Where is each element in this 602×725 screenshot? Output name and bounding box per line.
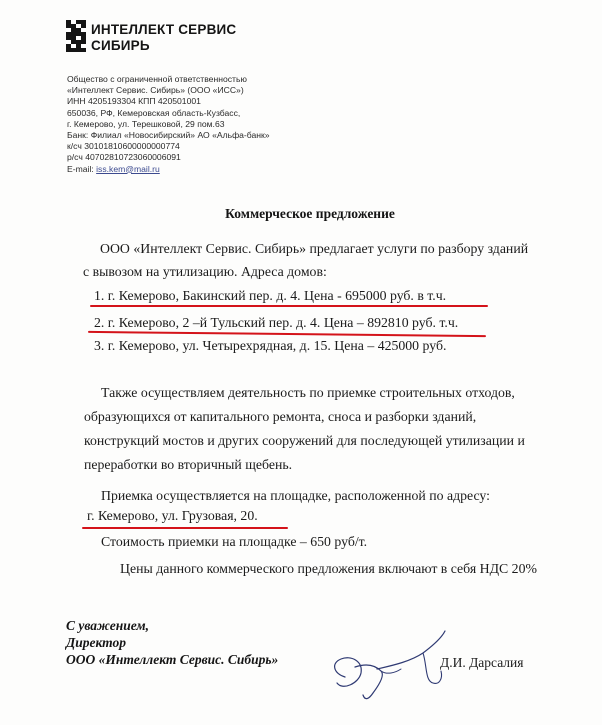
requisite-line: 650036, РФ, Кемеровская область-Кузбасс,: [67, 107, 241, 118]
requisite-line: к/сч 30101810600000000774: [67, 141, 180, 152]
activity-line-3: конструкций мостов и других сооружений для последующей утилизации и: [84, 433, 525, 448]
reception-cost: Стоимость приемки на площадке – 650 руб/т.: [101, 534, 368, 549]
logo-line-1: ИНТЕЛЛЕКТ СЕРВИС: [91, 22, 237, 37]
requisite-line: г. Кемерово, ул. Терешковой, 29 пом.63: [67, 118, 225, 129]
company-requisites: [67, 74, 270, 175]
address-1-underline: [90, 305, 488, 307]
company-logo-icon: [66, 20, 86, 52]
address-item-2: 2. г. Кемерово, 2 –й Тульский пер. д. 4. Цена – 892810 руб. т.ч.: [94, 315, 459, 330]
vat-note: Цены данного коммерческого предложения включают в себя НДС 20%: [120, 561, 537, 576]
closing-company: ООО «Интеллект Сервис. Сибирь»: [66, 652, 279, 667]
activity-line-1: Также осуществляем деятельность по приемке строительных отходов,: [101, 385, 515, 400]
intro-line-2: с вывозом на утилизацию. Адреса домов:: [83, 264, 327, 279]
company-logo-text: [91, 22, 236, 54]
requisite-line: Общество с ограниченной ответственностью: [67, 74, 247, 84]
requisite-line: «Интеллект Сервис. Сибирь» (ООО «ИСС»): [67, 85, 244, 96]
address-item-3: 3. г. Кемерово, ул. Четырехрядная, д. 15. Цена – 425000 руб.: [94, 338, 447, 353]
document-title: Коммерческое предложение: [225, 206, 395, 221]
requisite-line: ИНН 4205193304 КПП 420501001: [67, 96, 201, 107]
activity-line-4: переработки во вторичный щебень.: [84, 457, 293, 472]
closing-position: Директор: [66, 635, 126, 650]
closing-regards: С уважением,: [66, 618, 150, 633]
intro-line-1: ООО «Интеллект Сервис. Сибирь» предлагает услуги по разбору зданий: [100, 241, 529, 256]
signer-name: Д.И. Дарсалия: [440, 655, 524, 670]
reception-address-underline: [82, 527, 288, 529]
requisite-line: Банк: Филиал «Новосибирский» АО «Альфа-банк»: [67, 130, 270, 141]
reception-line: Приемка осуществляется на площадке, расположенной по адресу:: [101, 488, 490, 503]
requisite-line: р/сч 40702810723060006091: [67, 152, 181, 163]
email-link[interactable]: iss.kem@mail.ru: [96, 163, 160, 174]
activity-line-2: образующихся от капитального ремонта, сноса и разборки зданий,: [84, 409, 477, 424]
reception-address: г. Кемерово, ул. Грузовая, 20.: [87, 508, 258, 523]
logo-line-2: СИБИРЬ: [91, 38, 150, 53]
address-item-1: 1. г. Кемерово, Бакинский пер. д. 4. Цена - 695000 руб. в т.ч.: [94, 288, 447, 303]
email-label: E-mail:: [67, 163, 97, 174]
email-line: [67, 164, 270, 175]
